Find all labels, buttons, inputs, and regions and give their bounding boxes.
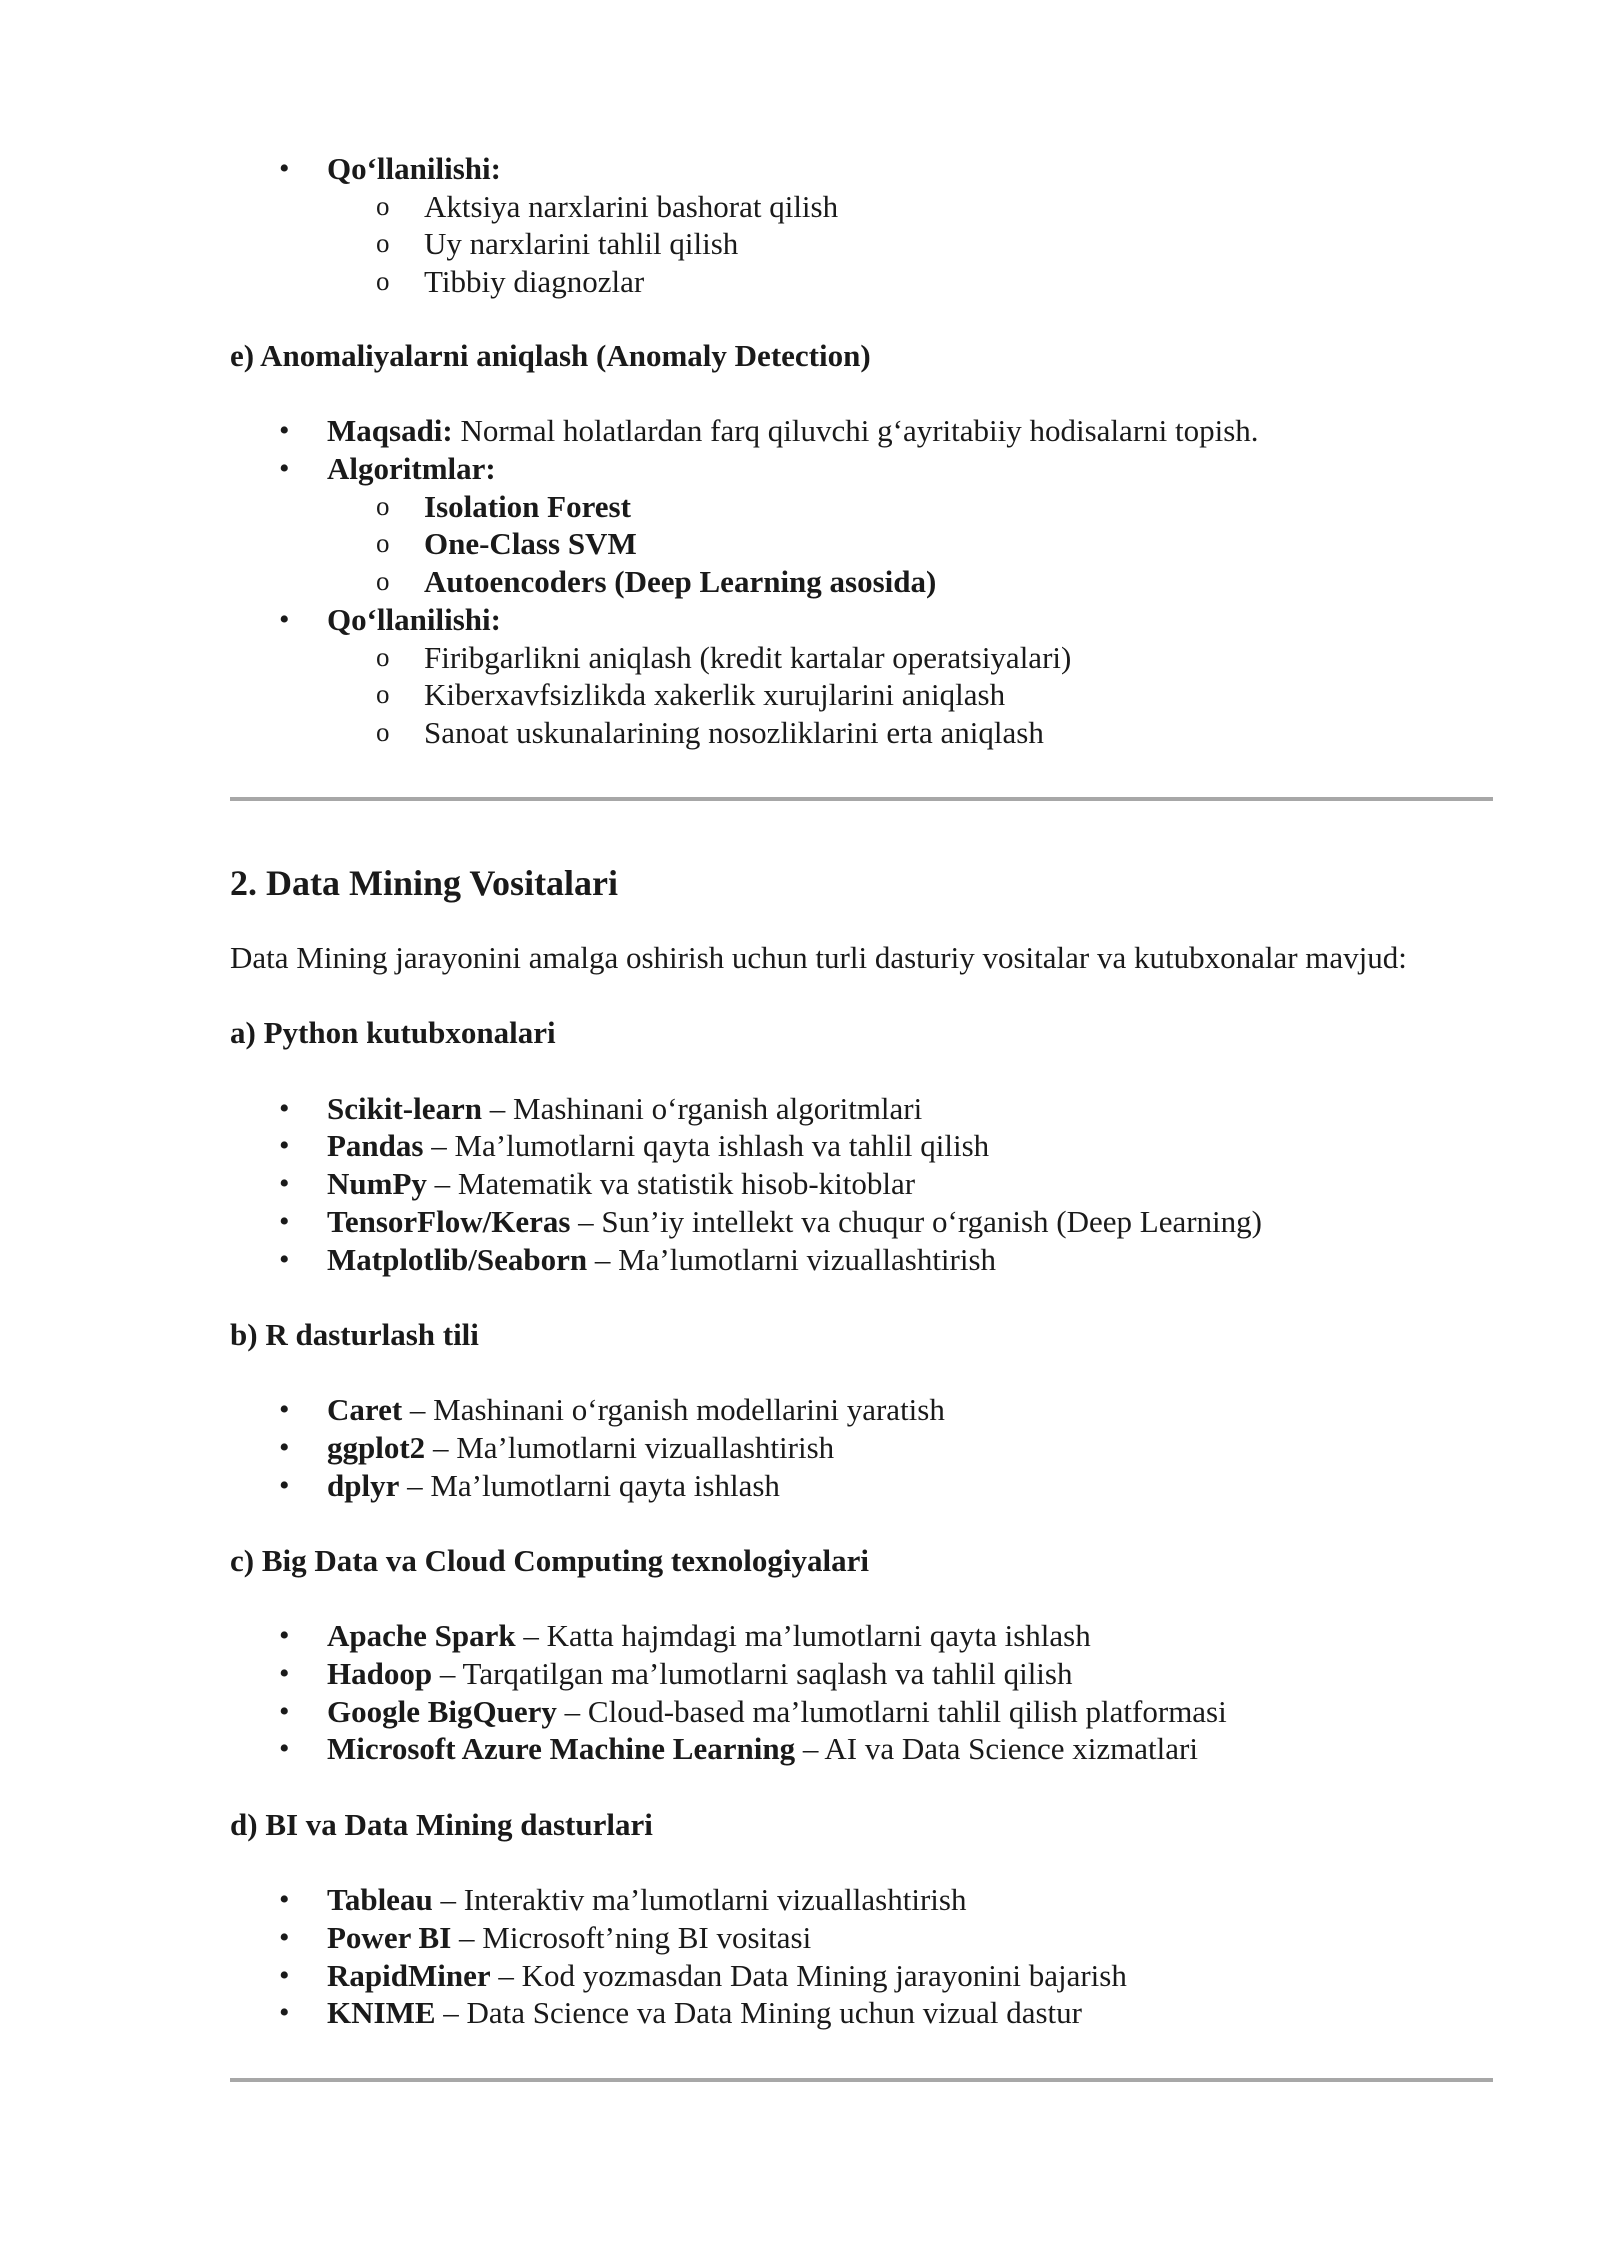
list-item <box>0 1693 1600 1731</box>
circle-bullet-icon: o <box>376 641 390 672</box>
list-item <box>0 1241 1600 1279</box>
horizontal-divider <box>230 2078 1493 2082</box>
list-item <box>0 450 1600 488</box>
tool-desc: – Data Science va Data Mining uchun vizual dastur <box>435 1995 1082 2031</box>
item-text: Firibgarlikni aniqlash (kredit kartalar operatsiyalari) <box>424 639 1072 675</box>
list-item <box>0 150 1600 188</box>
section-heading: e) Anomaliyalarni aniqlash (Anomaly Detection) <box>230 338 871 373</box>
tool-name: Scikit-learn <box>327 1090 482 1126</box>
tool-desc: – Mashinani o‘rganish modellarini yaratish <box>402 1392 945 1428</box>
circle-bullet-icon: o <box>376 528 390 559</box>
bullet-icon: • <box>279 1619 290 1653</box>
tool-desc: – Katta hajmdagi ma’lumotlarni qayta ishlash <box>515 1618 1091 1654</box>
sub-list-item <box>0 676 1600 714</box>
circle-bullet-icon: o <box>376 190 390 221</box>
subsection-heading-python: a) Python kutubxonalari <box>230 1015 556 1051</box>
circle-bullet-icon: o <box>376 490 390 521</box>
tool-name: Pandas <box>327 1128 424 1164</box>
list-item <box>0 1429 1600 1467</box>
list-item <box>0 1957 1600 1995</box>
purpose-text: Normal holatlardan farq qiluvchi g‘ayritabiiy hodisalarni topish. <box>452 413 1259 449</box>
list-item <box>0 1730 1600 1768</box>
bullet-icon: • <box>279 1167 290 1201</box>
algorithms-label: Algoritmlar: <box>327 451 496 487</box>
list-item <box>0 1090 1600 1128</box>
list-item <box>0 1391 1600 1429</box>
tool-desc: – Ma’lumotlarni vizuallashtirish <box>587 1241 997 1277</box>
sub-list-item <box>0 714 1600 752</box>
data-mining-tools-section <box>0 861 1600 2032</box>
bullet-icon: • <box>279 152 290 185</box>
bullet-icon: • <box>279 1204 290 1238</box>
bullet-icon: • <box>279 1468 290 1502</box>
list-item <box>0 1881 1600 1919</box>
algorithm-name: One-Class SVM <box>424 526 637 562</box>
list-item <box>0 601 1600 639</box>
applications-label: Qo‘llanilishi: <box>327 601 501 637</box>
subsection-heading-bigdata: c) Big Data va Cloud Computing texnologiyalari <box>230 1543 869 1578</box>
tool-name: ggplot2 <box>327 1429 426 1465</box>
tool-desc: – Tarqatilgan ma’lumotlarni saqlash va tahlil qilish <box>432 1656 1073 1692</box>
list-item <box>0 1919 1600 1957</box>
bullet-icon: • <box>279 1242 290 1276</box>
tool-desc: – Matematik va statistik hisob-kitoblar <box>426 1166 916 1202</box>
sub-list-item <box>0 639 1600 677</box>
sub-list-item <box>0 525 1600 563</box>
tool-name: Power BI <box>327 1919 452 1955</box>
bullet-icon: • <box>279 414 290 448</box>
bullet-icon: • <box>279 1883 290 1917</box>
tool-desc: – Ma’lumotlarni qayta ishlash va tahlil qilish <box>423 1128 990 1164</box>
horizontal-divider <box>230 797 1493 801</box>
tool-desc: – AI va Data Science xizmatlari <box>795 1731 1198 1767</box>
list-item <box>0 1165 1600 1203</box>
tool-desc: – Ma’lumotlarni vizuallashtirish <box>425 1429 835 1465</box>
bullet-icon: • <box>279 1129 290 1163</box>
tool-desc: – Ma’lumotlarni qayta ishlash <box>399 1467 780 1503</box>
tool-name: Caret <box>327 1392 403 1428</box>
bullet-icon: • <box>279 602 290 636</box>
tool-desc: – Interaktiv ma’lumotlarni vizuallashtirish <box>432 1882 967 1918</box>
item-text: Tibbiy diagnozlar <box>424 264 645 300</box>
item-text: Aktsiya narxlarini bashorat qilish <box>424 188 839 224</box>
sub-list-item <box>0 263 1600 301</box>
algorithm-name: Autoencoders (Deep Learning asosida) <box>424 564 937 600</box>
item-text: Kiberxavfsizlikda xakerlik xurujlarini aniqlash <box>424 677 1006 713</box>
bullet-icon: • <box>279 1996 290 2030</box>
tool-name: dplyr <box>327 1467 400 1503</box>
applications-label: Qo‘llanilishi: <box>327 151 501 186</box>
tool-desc: – Kod yozmasdan Data Mining jarayonini bajarish <box>490 1957 1127 1993</box>
bullet-icon: • <box>279 1732 290 1766</box>
list-item <box>0 1467 1600 1505</box>
tool-name: RapidMiner <box>327 1957 491 1993</box>
tool-desc: – Cloud-based ma’lumotlarni tahlil qilish platformasi <box>556 1693 1227 1729</box>
tool-name: TensorFlow/Keras <box>327 1203 571 1239</box>
tool-desc: – Microsoft’ning BI vositasi <box>451 1919 812 1955</box>
bullet-icon: • <box>279 1657 290 1691</box>
sub-list-item <box>0 563 1600 601</box>
tool-desc: – Mashinani o‘rganish algoritmlari <box>482 1090 923 1126</box>
tool-name: Google BigQuery <box>327 1693 557 1729</box>
anomaly-detection-section <box>0 337 1600 752</box>
list-item <box>0 412 1600 450</box>
item-text: Sanoat uskunalarining nosozliklarini erta aniqlash <box>424 714 1044 750</box>
sub-list-item <box>0 488 1600 526</box>
tool-name: Matplotlib/Seaborn <box>327 1241 588 1277</box>
bullet-icon: • <box>279 452 290 486</box>
circle-bullet-icon: o <box>376 228 390 259</box>
bullet-icon: • <box>279 1958 290 1992</box>
tool-name: KNIME <box>327 1995 436 2031</box>
bullet-icon: • <box>279 1430 290 1464</box>
bullet-icon: • <box>279 1091 290 1125</box>
algorithm-name: Isolation Forest <box>424 488 631 524</box>
tool-name: Apache Spark <box>327 1618 516 1654</box>
applications-continuation <box>0 150 1600 301</box>
sub-list-item <box>0 188 1600 226</box>
circle-bullet-icon: o <box>376 716 390 747</box>
list-item <box>0 1127 1600 1165</box>
list-item <box>0 1617 1600 1655</box>
list-item <box>0 1203 1600 1241</box>
tool-name: Microsoft Azure Machine Learning <box>327 1731 796 1767</box>
list-item <box>0 1994 1600 2032</box>
item-text: Uy narxlarini tahlil qilish <box>424 226 739 262</box>
bullet-icon: • <box>279 1920 290 1954</box>
tool-desc: – Sun’iy intellekt va chuqur o‘rganish (Deep Learning) <box>570 1203 1262 1239</box>
bullet-icon: • <box>279 1694 290 1728</box>
sub-list-item <box>0 225 1600 263</box>
circle-bullet-icon: o <box>376 679 390 710</box>
subsection-heading-r: b) R dasturlash tili <box>230 1316 479 1352</box>
circle-bullet-icon: o <box>376 266 390 297</box>
purpose-label: Maqsadi: <box>327 413 453 449</box>
tool-name: NumPy <box>327 1166 427 1202</box>
tool-name: Hadoop <box>327 1656 433 1692</box>
circle-bullet-icon: o <box>376 566 390 597</box>
list-item <box>0 1655 1600 1693</box>
section-title: 2. Data Mining Vositalari <box>230 863 619 903</box>
bullet-icon: • <box>279 1393 290 1427</box>
subsection-heading-bi: d) BI va Data Mining dasturlari <box>230 1806 653 1842</box>
intro-paragraph: Data Mining jarayonini amalga oshirish uchun turli dasturiy vositalar va kutubxonalar mavjud: <box>230 940 1407 975</box>
tool-name: Tableau <box>327 1882 433 1918</box>
